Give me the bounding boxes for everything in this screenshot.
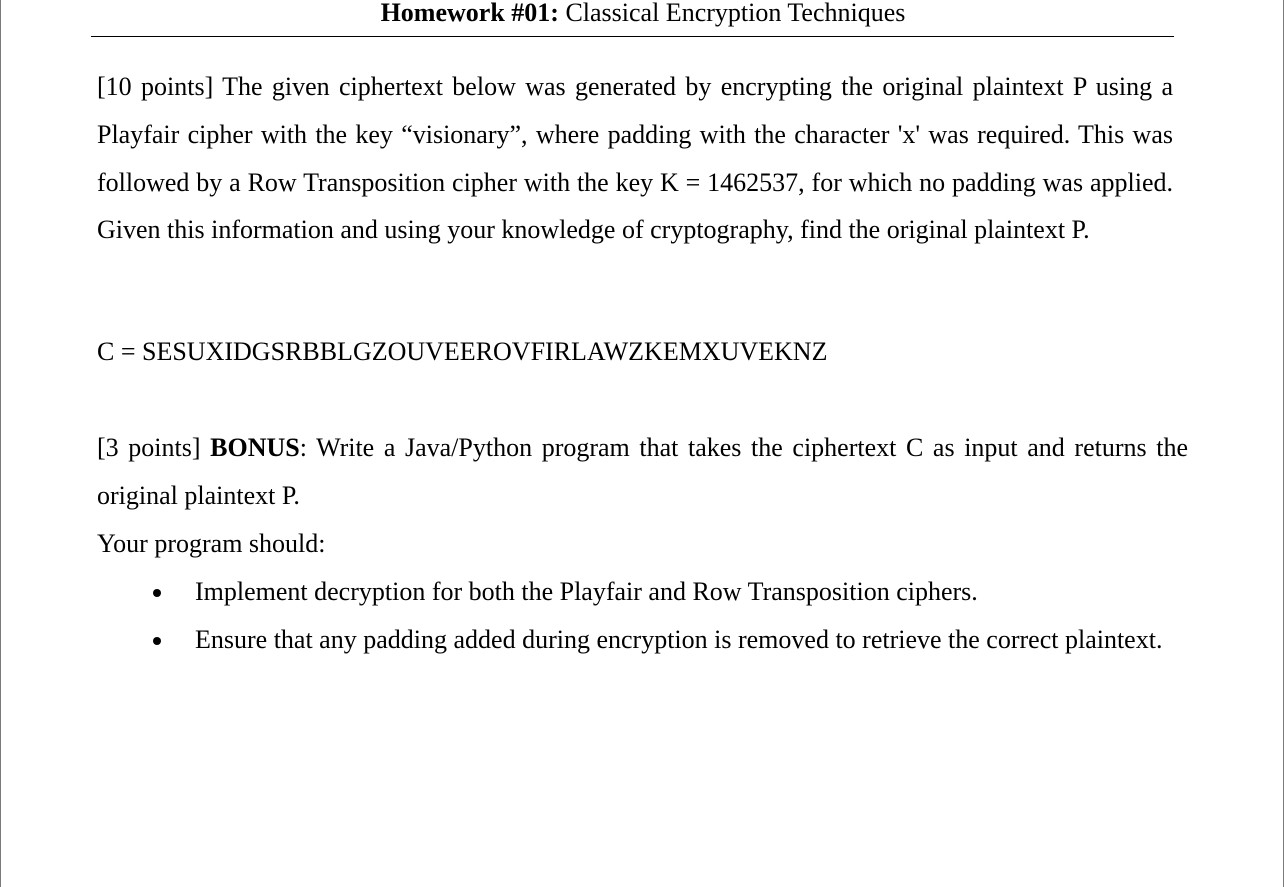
bonus-paragraph bbox=[97, 424, 1188, 520]
bullet-icon bbox=[153, 637, 161, 645]
bullet-icon bbox=[153, 589, 161, 597]
header-divider bbox=[91, 36, 1174, 37]
requirements-list bbox=[1, 568, 1284, 664]
list-item bbox=[1, 616, 1188, 664]
list-item bbox=[1, 568, 1188, 616]
page-header bbox=[1, 0, 1284, 26]
bonus-tag: BONUS bbox=[210, 433, 300, 462]
ciphertext-line: C = SESUXIDGSRBBLGZOUVEEROVFIRLAWZKEMXUVEKNZ bbox=[97, 337, 828, 366]
requirements-intro: Your program should: bbox=[97, 529, 326, 558]
bonus-text: : Write a Java/Python program that takes the ciphertext C as input and returns the original plaintext P. bbox=[97, 433, 1188, 510]
question-paragraph: [10 points] The given ciphertext below was generated by encrypting the original plaintext P using a Playfair cipher with the key “visionary”, where padding with the character 'x' was required. This was followed by a Row Transposition cipher with the key K = 1462537, for which no padding was applied. Given this information and using your knowledge of cryptography, find the original plaintext P. bbox=[97, 72, 1173, 245]
list-item-text: Implement decryption for both the Playfair and Row Transposition ciphers. bbox=[195, 577, 978, 606]
header-title-rest: Classical Encryption Techniques bbox=[558, 0, 906, 27]
list-item-text: Ensure that any padding added during encryption is removed to retrieve the correct plaintext. bbox=[195, 624, 1163, 654]
header-title-bold: Homework #01: bbox=[380, 0, 559, 27]
bonus-points: [3 points] bbox=[97, 433, 211, 462]
